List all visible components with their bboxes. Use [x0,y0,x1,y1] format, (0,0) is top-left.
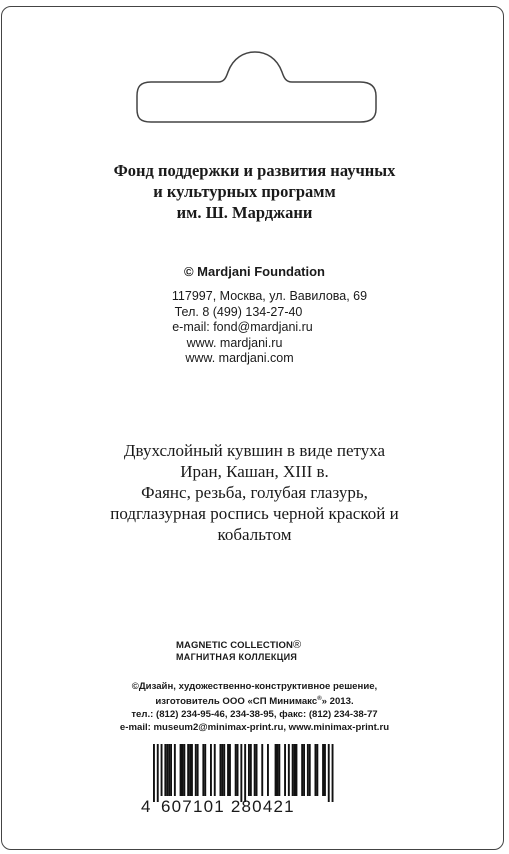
barcode-bar [303,744,305,796]
barcode-bar [237,744,239,796]
brand-line1 [176,639,301,651]
fund-name-line1: Фонд поддержки и развития научных [113,161,396,180]
barcode-bar [189,744,191,796]
barcode-bar [153,744,155,802]
barcode-bar [284,744,286,796]
barcode-bar [223,744,225,796]
hang-slot [0,0,509,140]
barcode-bar [254,744,256,796]
fund-name [0,160,509,223]
barcode-bar [166,744,168,796]
brand-name-ru: МАГНИТНАЯ КОЛЛЕКЦИЯ [176,652,298,662]
barcode-lead-digit: 4 [141,797,151,816]
barcode-bar [301,744,303,796]
organization-title: © Mardjani Foundation [183,264,325,279]
barcode-bar [180,744,182,796]
barcode-bar [229,744,231,796]
organization-contacts [0,289,509,367]
exhibit-description [0,440,509,545]
brand-logo [176,639,301,662]
manufacturer-credits [0,680,509,734]
barcode-bar [164,744,166,796]
barcode-bar [227,744,229,796]
barcode-bar [244,744,246,802]
barcode-bar [328,744,330,802]
email: e-mail: fond@mardjani.ru [172,320,313,334]
barcode-bar [316,744,318,796]
barcode-bar [187,744,189,796]
exhibit-origin: Иран, Кашан, XIII в. [180,462,329,481]
barcode-bar [250,744,252,796]
barcode-bar [197,744,199,796]
barcode-bar [256,744,258,796]
brand-name-en: MAGNETIC COLLECTION [176,640,293,651]
barcode-bar [315,744,317,796]
website-ru: www. mardjani.ru [186,335,283,350]
registered-mark: ® [292,639,302,651]
barcode-bar [210,744,212,796]
barcode-bar [170,744,172,796]
exhibit-material-line3: кобальтом [217,525,292,544]
barcode-bar [309,744,311,796]
barcode-bar [161,744,163,796]
barcode-bar [294,744,296,796]
barcode-bar [332,744,334,802]
barcode-bar [214,744,216,796]
barcode-bar [278,744,280,796]
exhibit-material-line1: Фаянс, резьба, голубая глазурь, [141,483,368,502]
credits-email: e-mail: museum2@minimax-print.ru, www.minimax-print.ru [119,722,390,734]
barcode-digits: 607101 280421 [161,797,295,816]
credits-reg-mark: ® [317,696,322,702]
barcode-bar [202,744,204,796]
barcode-bar [195,744,197,796]
fund-name-line3: им. Ш. Марджани [176,203,313,222]
barcode-bar [221,744,223,796]
fund-name-line2: и культурных программ [153,182,336,201]
barcode-bar [235,744,237,796]
credits-line2 [0,693,509,708]
exhibit-material-line2: подглазурная роспись черной краской и [110,504,399,523]
barcode-bar [191,744,193,796]
barcode-bar [248,744,250,796]
barcode-bar [288,744,290,796]
barcode [139,744,339,804]
exhibit-title: Двухслойный кувшин в виде петуха [123,441,386,460]
barcode-bar [182,744,184,796]
barcode-bar [204,744,206,796]
credits-line1: ©Дизайн, художественно-конструктивное решение, [131,681,378,692]
barcode-bar [277,744,279,796]
barcode-bar [267,744,269,796]
credits-year: » 2013. [321,696,354,708]
barcode-bar [275,744,277,796]
credits-phones: тел.: (812) 234-95-46, 234-38-95, факс: (812) 234-38-77 [131,709,378,721]
phone: Тел. 8 (499) 134-27-40 [174,304,303,319]
website-com: www. mardjani.com [185,351,294,365]
barcode-bar [220,744,222,796]
barcode-bar [183,744,185,796]
barcode-bar [157,744,159,802]
credits-maker: изготовитель ООО «СП Минимакс [155,696,318,708]
barcode-bar [174,744,176,796]
barcode-bar [168,744,170,796]
barcode-bar [307,744,309,796]
barcode-bar [240,744,242,802]
barcode-bar [296,744,298,796]
barcode-bar [292,744,294,796]
barcode-bar [322,744,324,796]
barcode-bar [324,744,326,796]
barcode-bar [261,744,263,796]
address: 117997, Москва, ул. Вавилова, 69 [171,289,368,303]
